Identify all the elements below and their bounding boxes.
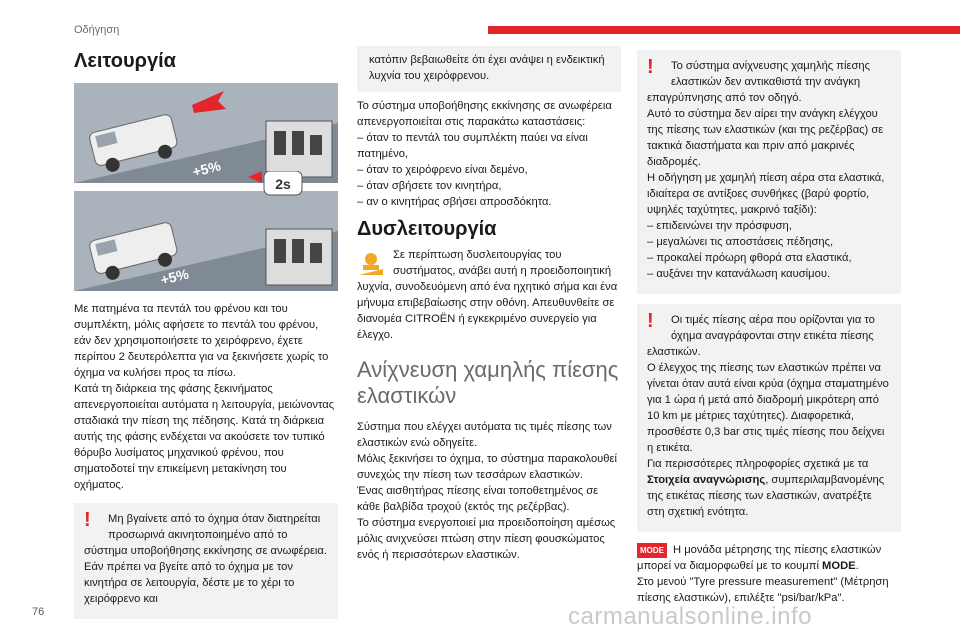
illustration-top-pane xyxy=(74,83,338,183)
mode-text xyxy=(637,542,901,574)
timer-badge xyxy=(248,171,308,211)
operation-paragraph-1: Με πατημένα τα πεντάλ του φρένου και του συμπλέκτη, μόλις αφήσετε το πεντάλ του φρένου, εάν δεν χρησιμοποιήσετε το χειρόφρενο, έχετε περίπου 2 δευτερόλεπτα για να ξεκινήσετε χωρίς το όχημα να κυλήσει προς τα πίσω. xyxy=(74,303,329,379)
list-item: – επιδεινώνει την πρόσφυση, xyxy=(647,220,792,232)
mode-text-post: . xyxy=(855,560,859,572)
warning-text-1: Μη βγαίνετε από το όχημα όταν διατηρείται προσωρινά ακινητοποιημένο από το σύστημα υποβοήθησης εκκίνησης σε ανωφέρεια. xyxy=(84,513,327,557)
seconds-label: 2s xyxy=(275,176,291,192)
tyre-paragraph-1: Σύστημα που ελέγχει αυτόματα τις τιμές πίεσης των ελαστικών ενώ οδηγείτε. xyxy=(357,421,612,449)
column-3 xyxy=(637,50,901,606)
operation-paragraph-2: Κατά τη διάρκεια της φάσης ξεκινήματος απενεργοποιείται αυτόματα η λειτουργία, μειώνοντας σταδιακά την πίεση της πέδησης. Κατά τη διάρκεια αυτής της φάσης ενδέχεται να ακούσετε τον τυπικό θόρυβο λυσίματος μηχανικού φρένου, που σηματοδοτεί την επικείμενη μετακίνηση του οχήματος. xyxy=(74,383,335,491)
mode-text-bold: MODE xyxy=(822,560,856,572)
warning-box-continued xyxy=(357,46,621,92)
exclamation-icon: ! xyxy=(84,509,91,531)
warning-box xyxy=(74,503,338,619)
list-item: – αυξάνει την κατανάλωση καυσίμου. xyxy=(647,268,831,280)
tyre-warning-2: Οι τιμές πίεσης αέρα που ορίζονται για το όχημα αναγράφονται στην ετικέτα πίεσης ελαστικών. xyxy=(647,314,875,358)
warning-text-2: Εάν πρέπει να βγείτε από το όχημα με τον κινητήρα σε λειτουργία, δέστε με το χέρι το χειρόφρενο και xyxy=(84,561,295,605)
column-2 xyxy=(357,50,621,563)
exclamation-icon: ! xyxy=(647,56,654,78)
tyre-warning-box-1 xyxy=(637,50,901,294)
page-number: 76 xyxy=(32,606,45,618)
hill-assist-warning-lamp-icon xyxy=(357,249,385,277)
mode-menu-text: Στο μενού "Tyre pressure measurement" (Μέτρηση πίεσης ελαστικών), επιλέξτε "psi/bar/kPa". xyxy=(637,576,889,604)
pedals-icon xyxy=(266,121,332,177)
tyre-warning-1b: Αυτό το σύστημα δεν αίρει την ανάγκη ελέγχου της πίεσης των ελαστικών (και της ρεζέρβας) σε τακτικά διαστήματα και πριν από μακρινές διαδρομές. xyxy=(647,108,884,168)
exclamation-icon: ! xyxy=(647,310,654,332)
red-arrow-icon xyxy=(192,91,226,113)
header-accent-bar xyxy=(488,26,960,34)
tyre-paragraph-4: Το σύστημα ενεργοποιεί μια προειδοποίηση αμέσως μόλις ανιχνεύσει πτώση στην πίεση φουσκώματος ενός ή περισσότερων ελαστικών. xyxy=(357,517,616,561)
mode-text-pre: Η μονάδα μέτρησης της πίεσης ελαστικών μπορεί να διαμορφωθεί με το κουμπί xyxy=(637,544,882,572)
running-head: Οδήγηση xyxy=(74,24,120,36)
deactivation-list xyxy=(357,130,621,210)
tyre-paragraph-2: Μόλις ξεκινήσει το όχημα, το σύστημα παρακολουθεί συνεχώς την πίεση των τεσσάρων ελαστικών. xyxy=(357,453,617,481)
list-item: – όταν το πεντάλ του συμπλέκτη παύει να είναι πατημένο, xyxy=(357,132,588,160)
deactivation-intro: Το σύστημα υποβοήθησης εκκίνησης σε ανωφέρεια απενεργοποιείται στις παρακάτω καταστάσεις: xyxy=(357,100,612,128)
tyre-warning-2c xyxy=(647,456,891,520)
malfunction-text: Σε περίπτωση δυσλειτουργίας του συστήματος, ανάβει αυτή η προειδοποιητική λυχνία, συνοδευόμενη από ένα ηχητικό σήμα και ένα μήνυμα επιβεβαίωσης στην οθόνη. Απευθυνθείτε σε διανομέα CITROËN ή εγκεκριμένο συνεργείο για έλεγχο. xyxy=(357,249,618,341)
slope-label-bottom: +5% xyxy=(158,265,191,288)
arrow-down-icon xyxy=(248,171,262,183)
warning-continued-text: κατόπιν βεβαιωθείτε ότι έχει ανάψει η ενδεικτική λυχνία του χειρόφρενου. xyxy=(369,54,605,82)
pedals-icon xyxy=(266,229,332,285)
list-item: – μεγαλώνει τις αποστάσεις πέδησης, xyxy=(647,236,834,248)
consequences-list xyxy=(647,218,891,282)
reference-section-link: Στοιχεία αναγνώρισης xyxy=(647,474,766,486)
section-title-tyre-pressure: Ανίχνευση χαμηλής πίεσης ελαστικών xyxy=(357,357,619,408)
mode-block xyxy=(637,542,901,606)
reference-pre: Για περισσότερες πληροφορίες σχετικά με τα xyxy=(647,458,869,470)
van-on-slope-top-image xyxy=(74,83,338,183)
watermark: carmanualsonline.info xyxy=(568,603,812,630)
tyre-warning-box-2 xyxy=(637,304,901,532)
column-1 xyxy=(74,50,338,619)
tyre-warning-2b: Ο έλεγχος της πίεσης των ελαστικών πρέπει να γίνεται όταν αυτά είναι κρύα (όχημα σταματημένο για 1 ώρα ή μετά από διαδρομή μικρότερη από 10 km με μέτριες ταχύτητες). Διαφορετικά, προσθέστε 0,3 bar στις τιμές πίεσης που δείχνει η ετικέτα. xyxy=(647,362,889,454)
section-title-malfunction: Δυσλειτουργία xyxy=(357,218,497,240)
section-title-operation: Λειτουργία xyxy=(74,50,176,72)
reference-post: , συμπεριλαμβανομένης της ετικέτας πίεσης των ελαστικών, ανατρέξτε στη σχετική ενότητα. xyxy=(647,474,885,518)
tyre-warning-1: Το σύστημα ανίχνευσης χαμηλής πίεσης ελαστικών δεν αντικαθιστά την ανάγκη επαγρύπνησης από τον οδηγό. xyxy=(647,60,871,104)
list-item: – όταν το χειρόφρενο είναι δεμένο, xyxy=(357,164,528,176)
list-item: – προκαλεί πρόωρη φθορά στα ελαστικά, xyxy=(647,252,852,264)
tyre-paragraph-3: Ένας αισθητήρας πίεσης είναι τοποθετημένος σε κάθε βαλβίδα τροχού (εκτός της ρεζέρβας). xyxy=(357,485,599,513)
hill-start-illustration xyxy=(74,83,338,291)
malfunction-block xyxy=(357,247,621,343)
mode-button-icon: MODE xyxy=(637,543,667,558)
list-item: – αν ο κινητήρας σβήσει απροσδόκητα. xyxy=(357,196,552,208)
slope-label-top: +5% xyxy=(190,157,223,180)
tyre-warning-1c: Η οδήγηση με χαμηλή πίεση αέρα στα ελαστικά, ιδιαίτερα σε αντίξοες συνθήκες (βαρύ φορτίο, υψηλές ταχύτητες, μακρινό ταξίδι): xyxy=(647,172,885,216)
list-item: – όταν σβήσετε τον κινητήρα, xyxy=(357,180,502,192)
